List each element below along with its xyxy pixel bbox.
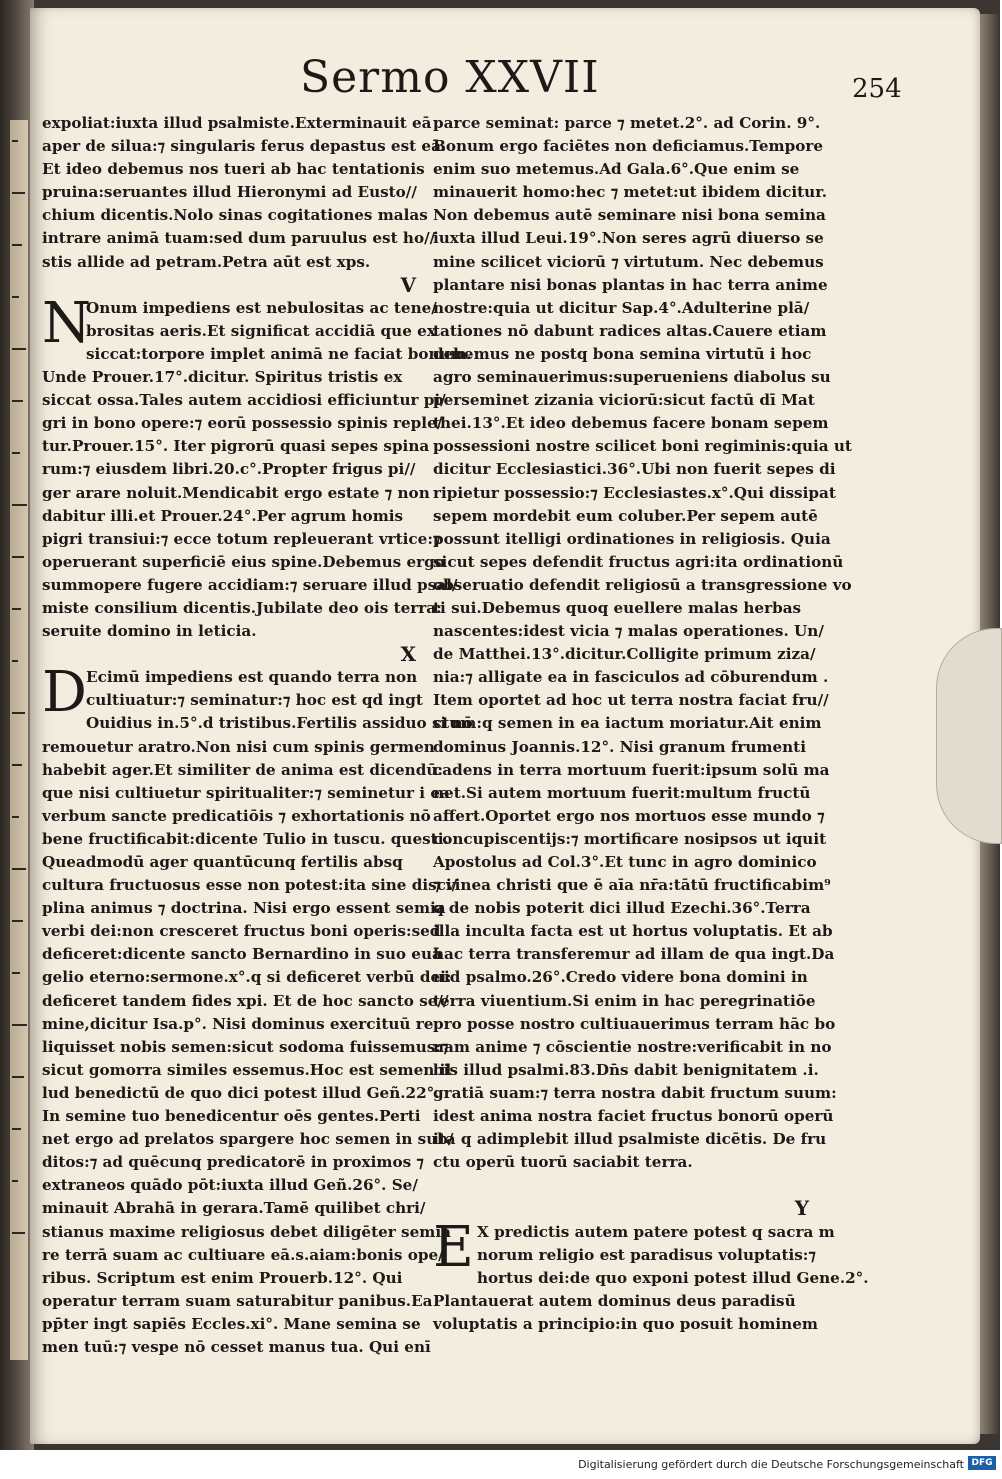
text-line: pruina:seruantes illud Hieronymi ad Eusto// xyxy=(42,183,417,202)
text-line: ctu operū tuorū saciabit terra. xyxy=(433,1153,693,1172)
text-line: gratiā suam:⁊ terra nostra dabit fructum suum: xyxy=(433,1083,837,1102)
text-line: verbum sancte predicatiōis ⁊ exhortationis nō xyxy=(42,806,431,825)
text-line: minauerit homo:hec ⁊ metet:ut ibidem dicitur. xyxy=(433,183,828,202)
text-line: de Matthei.13°.dicitur.Colligite primum ziza/ xyxy=(433,645,816,664)
text-line: dominus Joannis.12°. Nisi granum frumenti xyxy=(433,737,806,756)
text-line: ripietur possessio:⁊ Ecclesiastes.x°.Qui dissipat xyxy=(433,483,836,502)
previous-page-text-fragment xyxy=(12,660,18,670)
text-line: ger arare noluit.Mendicabit ergo estate ⁊ non xyxy=(42,483,430,502)
drop-initial: D xyxy=(42,660,87,726)
previous-page-text-fragment xyxy=(12,816,19,826)
previous-page-text-fragment xyxy=(12,712,25,722)
text-line: idest anima nostra faciet fructus bonorū operū xyxy=(433,1107,834,1126)
text-line: ribus. Scriptum est enim Prouerb.12°. Qui xyxy=(42,1268,403,1287)
text-line: bene fructificabit:dicente Tulio in tuscu. questi. xyxy=(42,829,449,848)
text-line: intrare animā tuam:sed dum paruulus est ho// xyxy=(42,229,436,248)
previous-page-text-fragment xyxy=(12,348,26,358)
text-line: deficeret tandem fides xpi. Et de hoc sancto se// xyxy=(42,991,449,1010)
text-line: voluptatis a principio:in quo posuit hominem xyxy=(433,1314,818,1333)
text-line: sicut gomorra similes essemus.Hoc est semen il xyxy=(42,1060,452,1079)
text-line: net.Si autem mortuum fuerit:multum fructū xyxy=(433,783,811,802)
text-line: bis illud psalmi.83.Dn̄s dabit benignitatem .i. xyxy=(433,1060,819,1079)
drop-initial: N xyxy=(42,290,91,356)
text-line: Unde Prouer.17°.dicitur. Spiritus tristis ex xyxy=(42,368,403,387)
previous-page-text-fragment xyxy=(12,1076,24,1086)
text-line: mine,dicitur Isa.p°. Nisi dominus exercituū re xyxy=(42,1014,434,1033)
text-line: concupiscentijs:⁊ mortificare nosipsos ut iquit xyxy=(433,829,827,848)
text-line: tur.Prouer.15°. Iter pigrorū quasi sepes spina xyxy=(42,437,430,456)
dfg-logo: DFG xyxy=(968,1456,996,1470)
text-line: q de nobis poterit dici illud Ezechi.36°.Terra xyxy=(433,899,811,918)
text-line: hac terra transferemur ad illam de qua ingt.Da xyxy=(433,945,835,964)
text-line: lud benedictū de quo dici potest illud Geñ.22°. xyxy=(42,1083,440,1102)
text-line: net ergo ad prelatos spargere hoc semen in sub/ xyxy=(42,1130,454,1149)
text-line: plina animus ⁊ doctrina. Nisi ergo essent semia xyxy=(42,899,446,918)
text-line: obseruatio defendit religiosū a transgressione vo xyxy=(433,575,852,594)
text-line: uid psalmo.26°.Credo videre bona domini in xyxy=(433,968,808,987)
previous-page-text-fragment xyxy=(12,140,18,150)
text-line: iuxta illud Leui.19°.Non seres agrū diuerso se xyxy=(433,229,824,248)
text-line: cultura fructuosus esse non potest:ita sine disci/ xyxy=(42,876,458,895)
text-line: terra viuentium.Si enim in hac peregrinatiōe xyxy=(433,991,816,1010)
section-marker: Y xyxy=(794,1196,809,1221)
text-line: illa inculta facta est ut hortus voluptatis. Et ab xyxy=(433,922,833,941)
text-line: minauit Abrahā in gerara.Tamē quilibet chri/ xyxy=(42,1199,426,1218)
text-column-left xyxy=(42,112,473,1359)
section-marker: X xyxy=(400,642,416,667)
text-line: dicitur Ecclesiastici.36°.Ubi non fuerit sepes di xyxy=(433,460,836,479)
text-line: ita q adimplebit illud psalmiste dicētis. De fru xyxy=(433,1130,827,1149)
previous-page-text-fragment xyxy=(12,452,20,462)
text-line: habebit ager.Et similiter de anima est dicendū: xyxy=(42,760,443,779)
text-line: sicut sepes defendit fructus agri:ita ordinationū xyxy=(433,552,844,571)
text-line: operuerant superficiē eius spine.Debemus ergo xyxy=(42,552,445,571)
text-line: Queadmodū ager quantūcunq fertilis absq xyxy=(42,853,403,871)
text-line: nam anime ⁊ cōscientie nostre:verificabit in no xyxy=(433,1037,832,1056)
text-line: que nisi cultiuetur spiritualiter:⁊ seminetur i ea xyxy=(42,783,450,802)
text-line: Non debemus autē seminare nisi bona semina xyxy=(433,206,826,225)
page-title: Sermo XXVII xyxy=(300,52,600,103)
previous-page-text-fragment xyxy=(12,244,22,254)
previous-page-text-fragment xyxy=(12,400,23,410)
text-line: ditos:⁊ ad quēcunq predicatorē in proximos ⁊ xyxy=(42,1153,424,1172)
text-line: pro posse nostro cultiuauerimus terram hāc bo xyxy=(433,1014,836,1033)
text-line: possunt itelligi ordinationes in religiosis. Quia xyxy=(433,529,831,548)
page-number: 254 xyxy=(852,74,902,104)
previous-page-text-fragment xyxy=(12,608,21,618)
text-line: rum:⁊ eiusdem libri.20.c°.Propter frigus pi// xyxy=(42,460,416,479)
text-line: parce seminat: parce ⁊ metet.2°. ad Corin. 9°. xyxy=(433,114,821,132)
footer-funding-text: Digitalisierung gefördert durch die Deutsche Forschungsgemeinschaft xyxy=(578,1458,964,1471)
text-line: debemus ne postq bona semina virtutū i hoc xyxy=(433,344,812,363)
text-line: stianus maxime religiosus debet diligēter semia xyxy=(42,1222,451,1241)
text-line: Item oportet ad hoc ut terra nostra faciat fru// xyxy=(433,691,829,710)
text-line: X predictis autem patere potest q sacra m xyxy=(477,1222,835,1241)
text-line: enim suo metemus.Ad Gala.6°.Que enim se xyxy=(433,160,800,179)
text-line: siccat ossa.Tales autem accidiosi efficiuntur pi/ xyxy=(42,391,446,410)
text-line: Bonum ergo faciētes non deficiamus.Tempore xyxy=(433,137,824,156)
text-line: brositas aeris.Et significat accidiā que ex xyxy=(86,321,436,340)
text-line: thei.13°.Et ideo debemus facere bonam sepem xyxy=(433,414,829,433)
text-line: stis allide ad petram.Petra aūt est xps. xyxy=(42,252,371,271)
text-line: seruite domino in leticia. xyxy=(42,622,257,641)
text-line: possessioni nostre scilicet boni regiminis:quia ut xyxy=(433,437,852,456)
text-line: gelio eterno:sermone.x°.q si deficeret verbū dei: xyxy=(42,968,452,987)
section-marker: V xyxy=(400,272,416,297)
text-line: agro seminauerimus:superueniens diabolus su xyxy=(433,368,831,387)
text-line: affert.Oportet ergo nos mortuos esse mundo ⁊ xyxy=(433,806,825,825)
text-line: summopere fugere accidiam:⁊ seruare illud psal/ xyxy=(42,575,458,594)
text-line: dabitur illi.et Prouer.24°.Per agrum homis xyxy=(42,506,404,525)
text-line: pigri transiui:⁊ ecce totum repleuerant vrtice:⁊ xyxy=(42,529,441,548)
text-line: perseminet zizania viciorū:sicut factū dī Mat xyxy=(433,391,815,410)
text-line: hortus dei:de quo exponi potest illud Gene.2°. xyxy=(477,1268,869,1287)
previous-page-text-fragment xyxy=(12,1180,18,1190)
text-line: cadens in terra mortuum fuerit:ipsum solū ma xyxy=(433,760,830,779)
previous-page-text-fragment xyxy=(12,1024,27,1034)
text-line: tationes nō dabunt radices altas.Cauere etiam xyxy=(433,321,827,340)
text-line: gri in bono opere:⁊ eorū possessio spinis reple/ xyxy=(42,414,443,433)
previous-page-text-fragment xyxy=(12,972,20,982)
previous-page-text-fragment xyxy=(12,764,22,774)
footer xyxy=(0,1450,1000,1479)
previous-page-text-fragment xyxy=(12,504,27,514)
text-line: nascentes:idest vicia ⁊ malas operationes. Un/ xyxy=(433,622,824,641)
text-line: plantare nisi bonas plantas in hac terra anime xyxy=(433,275,828,294)
text-line: cultiuatur:⁊ seminatur:⁊ hoc est qd ingt xyxy=(86,691,423,710)
text-line: aper de silua:⁊ singularis ferus depastus est eā. xyxy=(42,137,447,156)
text-line: Plantauerat autem dominus deus paradisū xyxy=(433,1291,796,1310)
previous-page-text-fragment xyxy=(12,556,24,566)
text-line: miste consilium dicentis.Jubilate deo ois terra: xyxy=(42,598,442,617)
text-line: extraneos quādo pōt:iuxta illud Geñ.26°. Se/ xyxy=(42,1176,418,1195)
bookmark-tab xyxy=(936,628,1002,844)
text-line: operatur terram suam saturabitur panibus.Ea xyxy=(42,1291,433,1310)
text-line: remouetur aratro.Non nisi cum spinis germen xyxy=(42,737,435,756)
previous-page-strip xyxy=(10,120,28,1360)
text-line: Onum impediens est nebulositas ac tene/ xyxy=(86,298,437,317)
text-line: siccat:torpore implet animā ne faciat bonum. xyxy=(86,344,472,363)
text-line: ti sui.Debemus quoq euellere malas herbas xyxy=(433,598,802,617)
text-line: nostre:quia ut dicitur Sap.4°.Adulterine plā/ xyxy=(433,298,810,317)
text-line: expoliat:iuxta illud psalmiste.Exterminauit eā xyxy=(42,114,432,132)
previous-page-text-fragment xyxy=(12,296,19,306)
blank-line xyxy=(433,1174,815,1197)
drop-initial: E xyxy=(433,1214,474,1280)
previous-page-text-fragment xyxy=(12,920,23,930)
text-line: Ouidius in.5°.d tristibus.Fertilis assiduo si nō xyxy=(86,714,473,733)
text-line: ctum:q semen in ea iactum moriatur.Ait enim xyxy=(433,714,822,733)
text-line: chium dicentis.Nolo sinas cogitationes malas xyxy=(42,206,428,225)
previous-page-text-fragment xyxy=(12,1128,21,1138)
text-line: liquisset nobis semen:sicut sodoma fuissemus:⁊ xyxy=(42,1037,449,1056)
text-line: In semine tuo benedicentur oēs gentes.Perti xyxy=(42,1107,421,1126)
text-line: pp̄ter ingt sapiēs Eccles.xi°. Mane semina se xyxy=(42,1314,421,1333)
text-line: men tuū:⁊ vespe nō cesset manus tua. Qui enī xyxy=(42,1337,431,1356)
text-column-right xyxy=(433,112,869,1336)
text-line: re terrā suam ac cultiuare eā.s.aiam:bonis ope/ xyxy=(42,1245,444,1264)
previous-page-text-fragment xyxy=(12,192,25,202)
text-line: verbi dei:non cresceret fructus boni operis:sed xyxy=(42,922,441,941)
text-line: ⁊ vinea christi que ē aīa nr̄a:tātū fructificabim⁹ xyxy=(433,876,831,895)
text-line: sepem mordebit eum coluber.Per sepem autē xyxy=(433,506,818,525)
text-line: norum religio est paradisus voluptatis:⁊ xyxy=(477,1245,816,1264)
text-line: deficeret:dicente sancto Bernardino in suo euā xyxy=(42,945,442,964)
text-line: mine scilicet viciorū ⁊ virtutum. Nec debemus xyxy=(433,252,824,271)
previous-page-text-fragment xyxy=(12,868,26,878)
text-line: nia:⁊ alligate ea in fasciculos ad cōburendum . xyxy=(433,668,829,687)
text-line: Ecimū impediens est quando terra non xyxy=(86,668,418,687)
previous-page-text-fragment xyxy=(12,1232,25,1242)
text-line: Apostolus ad Col.3°.Et tunc in agro dominico xyxy=(433,853,817,871)
text-line: Et ideo debemus nos tueri ab hac tentationis xyxy=(42,160,425,179)
